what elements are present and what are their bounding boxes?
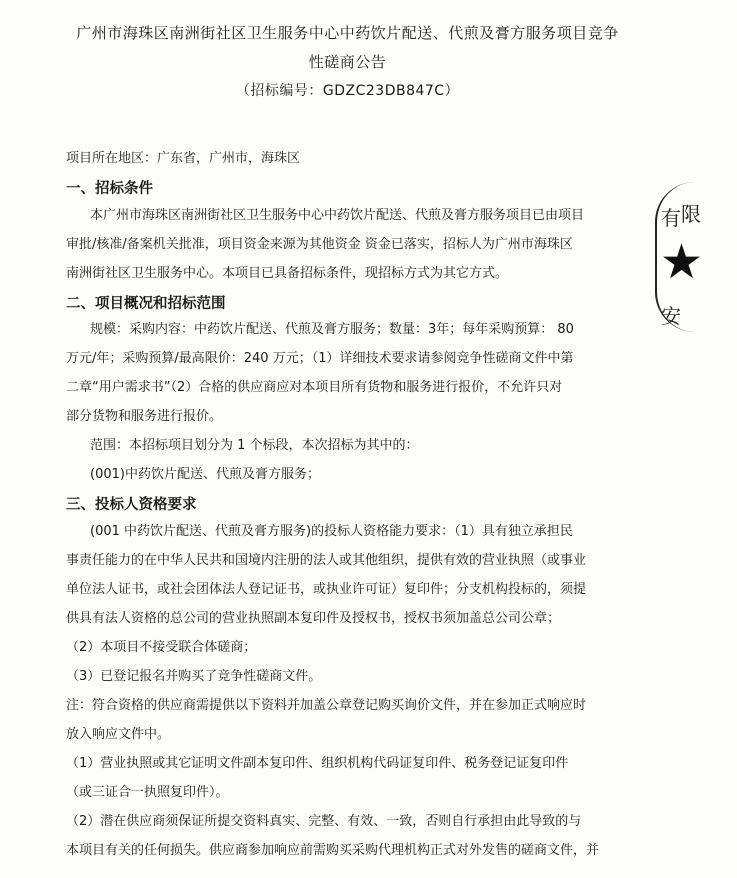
section-2-heading: 二、项目概况和招标范围 (66, 296, 226, 312)
section-2-line: (001)中药饮片配送、代煎及膏方服务； (90, 467, 320, 482)
seal-char: 限 (681, 202, 701, 226)
section-2-line: 范围：本招标项目划分为 1 个标段，本次招标为其中的： (90, 438, 419, 453)
section-3-line: 单位法人证书，或社会团体法人登记证书，或执业许可证）复印件；分支机构投标的，须提 (66, 582, 587, 597)
section-3-line: （2）潜在供应商须保证所提交资料真实、完整、有效、一致，否则自行承担由此导致的与 (66, 814, 582, 829)
section-3-line: (001 中药饮片配送、代煎及膏方服务)的投标人资格能力要求：（1）具有独立承担民 (90, 524, 573, 539)
section-3-note: 注：符合资格的供应商需提供以下资料并加盖公章登记购买询价文件，并在参加正式响应时 (66, 698, 587, 713)
section-3-line: 事责任能力的在中华人民共和国境内注册的法人或其他组织，提供有效的营业执照（或事业 (66, 553, 587, 568)
bid-number: （招标编号：GDZC23DB847C） (235, 83, 460, 99)
section-1-line: 南洲街社区卫生服务中心。本项目已具备招标条件，现招标方式为其它方式。 (66, 266, 509, 281)
seal-char: 安 (661, 304, 681, 328)
section-2-line: 规模：采购内容：中药饮片配送、代煎及膏方服务；数量：3年；每年采购预算： 80 (90, 322, 574, 337)
section-3-line: （1）营业执照或其它证明文件副本复印件、组织机构代码证复印件、税务登记证复印件 (66, 756, 569, 771)
company-seal (655, 182, 737, 332)
section-3-line: （2）本项目不接受联合体磋商； (66, 640, 257, 655)
title-line-1: 广州市海珠区南洲街社区卫生服务中心中药饮片配送、代煎及膏方服务项目竞争 (76, 24, 619, 42)
section-3-line: （或三证合一执照复印件）。 (66, 785, 229, 800)
section-2-line: 万元/年；采购预算/最高限价：240 万元；（1）详细技术要求请参阅竞争性磋商文件中第 (66, 351, 574, 366)
section-1-line: 审批/核准/备案机关批准，项目资金来源为其他资金 资金已落实，招标人为广州市海珠区 (66, 237, 573, 252)
section-3-heading: 三、投标人资格要求 (66, 497, 197, 513)
section-1-line: 本广州市海珠区南洲街社区卫生服务中心中药饮片配送、代煎及膏方服务项目已由项目 (90, 208, 585, 223)
section-1-heading: 一、招标条件 (66, 181, 153, 197)
section-2-line: 二章“用户需求书”（2）合格的供应商应对本项目所有货物和服务进行报价，不允许只对 (66, 380, 563, 395)
section-2-line: 部分货物和服务进行报价。 (66, 409, 223, 424)
title-line-2: 性磋商公告 (308, 53, 387, 71)
section-3-line: （3）已登记报名并购买了竞争性磋商文件。 (66, 669, 322, 684)
section-3-line: 供具有法人资格的总公司的营业执照副本复印件及授权书，授权书须加盖总公司公章； (66, 611, 561, 626)
seal-star-icon: ★ (660, 234, 704, 290)
section-3-line: 本项目有关的任何损失。供应商参加响应前需购买采购代理机构正式对外发售的磋商文件，并 (66, 843, 600, 858)
project-region: 项目所在地区：广东省，广州市，海珠区 (66, 151, 301, 166)
seal-char: 有 (661, 206, 681, 230)
section-3-line: 放入响应文件中。 (66, 727, 171, 742)
